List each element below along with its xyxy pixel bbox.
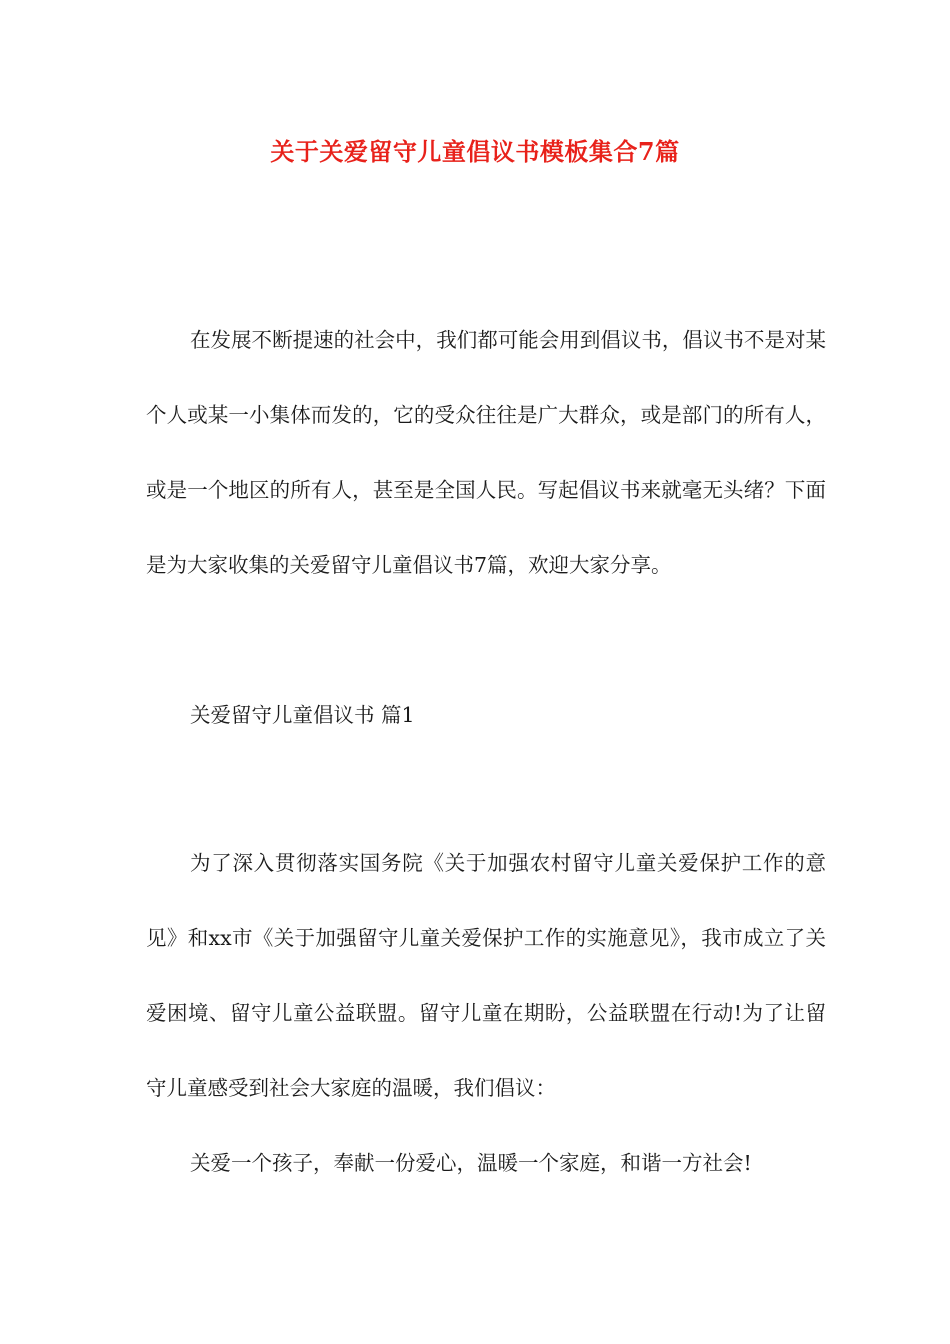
document-title: 关于关爱留守儿童倡议书模板集合7篇 [270, 137, 680, 166]
section-heading: 关爱留守儿童倡议书 篇1 [190, 703, 415, 727]
body-paragraph-1: 为了深入贯彻落实国务院《关于加强农村留守儿童关爱保护工作的意见》和xx市《关于加强留守儿童关爱保护工作的实施意见》，我市成立了关爱困境、留守儿童公益联盟。留守儿童在期盼，公益联盟在行动!为了让留守儿童感受到社会大家庭的温暖，我们倡议： [146, 851, 826, 1100]
body-paragraph-2: 关爱一个孩子，奉献一份爱心，温暖一个家庭，和谐一方社会! [190, 1151, 752, 1175]
intro-paragraph: 在发展不断提速的社会中，我们都可能会用到倡议书，倡议书不是对某个人或某一小集体而发的，它的受众往往是广大群众，或是部门的所有人，或是一个地区的所有人，甚至是全国人民。写起倡议书来就毫无头绪？下面是为大家收集的关爱留守儿童倡议书7篇，欢迎大家分享。 [146, 328, 826, 577]
